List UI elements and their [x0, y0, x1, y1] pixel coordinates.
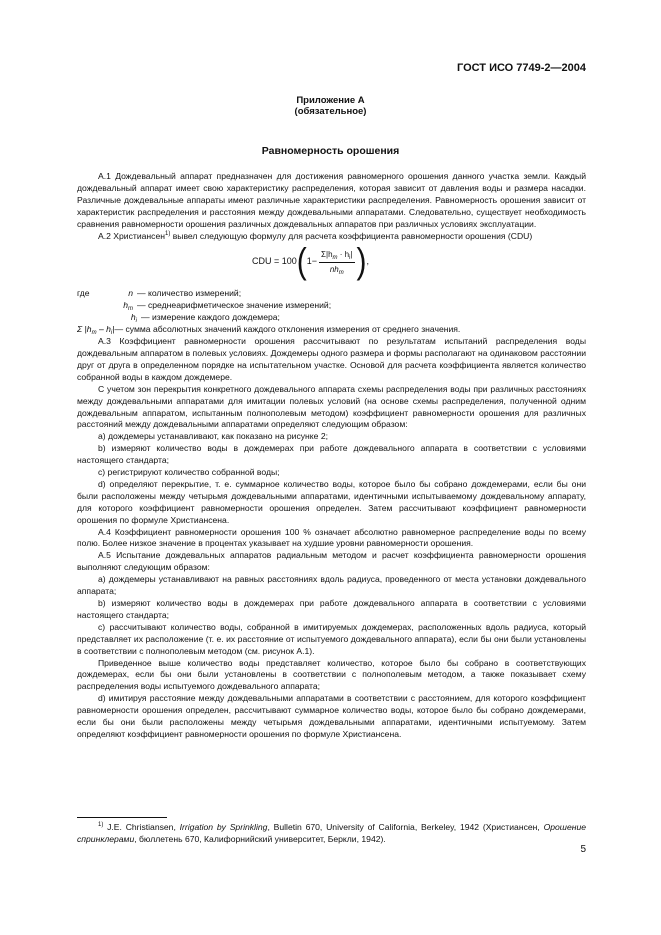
formula-denominator: $nh_m$ [329, 264, 344, 276]
list-item-a: а) дождемеры устанавливают, как показано на рисунке 2; [98, 431, 328, 442]
formula-tail: , [366, 256, 370, 267]
paragraph-a3b: С учетом зон перекрытия конкретного дождевального аппарата схемы распределения воды при различных расстояниях между дождевальными аппаратами для имитации полевых условий (на основе схемы распределения, полученной одним дождевальным аппаратом, испытанным полнополевым методом) коэффициент равномерности орошения для различных расстояний между дождевальными аппаратами определяют следующим образом: [77, 383, 586, 430]
def-hm: $h_m$ — среднеарифметическое значение измерений; [123, 300, 332, 313]
formula-open-paren: ( [296, 242, 307, 282]
def-n: где n — количество измерений; [77, 288, 242, 299]
section-title: Равномерность орошения [261, 145, 400, 157]
paragraph-a2 [77, 231, 586, 243]
appendix-heading [0, 95, 661, 117]
page-number: 5 [580, 844, 586, 855]
paragraph-a5: А.5 Испытание дождевальных аппаратов радиальным методом и расчет коэффициента равномерности орошения выполняют следующим образом: [77, 550, 586, 573]
paragraph-a3: А.3 Коэффициент равномерности орошения рассчитывают по результатам испытаний распределения воды дождевальным аппаратом в полевых условиях. Дождемеры одного размера и формы располагают на одинаковом расстоянии друг от друга в определенном порядке на испытательном участке. Основой для расчета коэффициента является количество собранной воды в каждом дождемере. [77, 336, 586, 382]
footnote-ref: 1) [164, 230, 171, 237]
formula-fraction [319, 249, 354, 276]
footnote-divider [77, 817, 167, 818]
formula-one-minus: 1− [306, 256, 318, 267]
list-item-d: d) определяют перекрытие, т. е. суммарное количество воды, которое было бы собрано дождемерами, если бы они были расположены между четырьмя дождевальными аппаратами, идентичными испытываемому дождевальному аппарату, для которого коэффициент равномерности орошения определен. Затем рассчитывают коэффициент равномерности орошения по формуле Христиансена. [77, 478, 586, 525]
radial-item-c: с) рассчитывают количество воды, собранной в имитируемых дождемерах, расположенных вдоль радиуса, который представляет их расположение (т. е. их расстояние от испытуемого дождевального аппарата), если бы они были установлены в соответствии с полнополевым методом (см. рисунок А.1). [77, 621, 586, 656]
list-item-c: с) регистрируют количество собранной воды; [98, 467, 280, 478]
a2-pre: А.2 Христиансен [98, 230, 165, 241]
cdu-formula [77, 242, 586, 288]
definitions [77, 288, 586, 336]
radial-item-b: b) измеряют количество воды в дождемерах при работе дождевального аппарата в соответствии с условиями настоящего стандарта; [77, 598, 586, 620]
radial-note: Приведенное выше количество воды представляет количество, которое было бы собрано в соответствующих дождемерах, если бы они были установлены в соответствии с полнополевым методом, а также показывает схему распределения воды испытуемого дождевального аппарата; [77, 657, 586, 692]
def-hi: $h_i$ — измерение каждого дождемера; [130, 312, 280, 325]
def-sum: Σ $|h_m - h_i|$ — сумма абсолютных значений каждого отклонения измерения от среднего значения. [77, 324, 461, 337]
appendix-status: (обязательное) [294, 106, 367, 117]
footnote: $^{1)}$ J.E. Christiansen, Irrigation by Sprinkling, Bulletin 670, University of California, Berkeley, 1942 (Христиансен, Орошение спринклерами, бюллетень 670, Калифорнийский университет, Беркли, 1942). [77, 822, 587, 844]
formula-close-paren: ) [356, 242, 367, 282]
radial-item-d: d) имитируя расстояние между дождевальными аппаратами в соответствии с расстоянием, для которого коэффициент равномерности орошения определен, рассчитывают суммарное количество воды, которое было бы собрано дождемерами, если бы они были расположены между четырьмя дождевальными аппаратами, идентичными испытуемому. Затем определяют коэффициент равномерности орошения по формуле Христиансена. [77, 693, 586, 739]
list-item-b: b) измеряют количество воды в дождемерах при работе дождевального аппарата в соответствии с условиями настоящего стандарта; [77, 443, 586, 466]
radial-item-a: а) дождемеры устанавливают на равных расстояниях вдоль радиуса, проведенного от места установки дождевального аппарата; [77, 574, 586, 597]
a2-post: вывел следующую формулу для расчета коэффициента равномерности орошения (CDU) [170, 230, 533, 241]
standard-header: ГОСТ ИСО 7749-2—2004 [456, 62, 586, 74]
formula-lhs: CDU = 100 [252, 256, 297, 267]
paragraph-a1: А.1 Дождевальный аппарат предназначен для достижения равномерного орошения данного участка земли. Каждый дождевальный аппарат имеет свою характеристику распределения, которая зависит от давления воды и размера насадки. Различные дождевальные аппараты имеют различные характеристики распределения. Равномерность орошения зависит от характеристик распределения и расстояния между дождевальными аппаратами. Следовательно, существует необходимость сравнения равномерности орошения различных дождевальных аппаратов при различных условиях эксплуатации. [77, 171, 586, 229]
paragraph-a4: А.4 Коэффициент равномерности орошения 100 % означает абсолютно равномерное распределение воды по всему полю. Более низкое значение в процентах указывает на худшие уровни равномерности орошения. [77, 526, 586, 549]
formula-numerator: $\Sigma|h_m \cdot h_i|$ [321, 250, 353, 262]
body-text [77, 171, 586, 741]
appendix-title: Приложение А [296, 95, 365, 106]
